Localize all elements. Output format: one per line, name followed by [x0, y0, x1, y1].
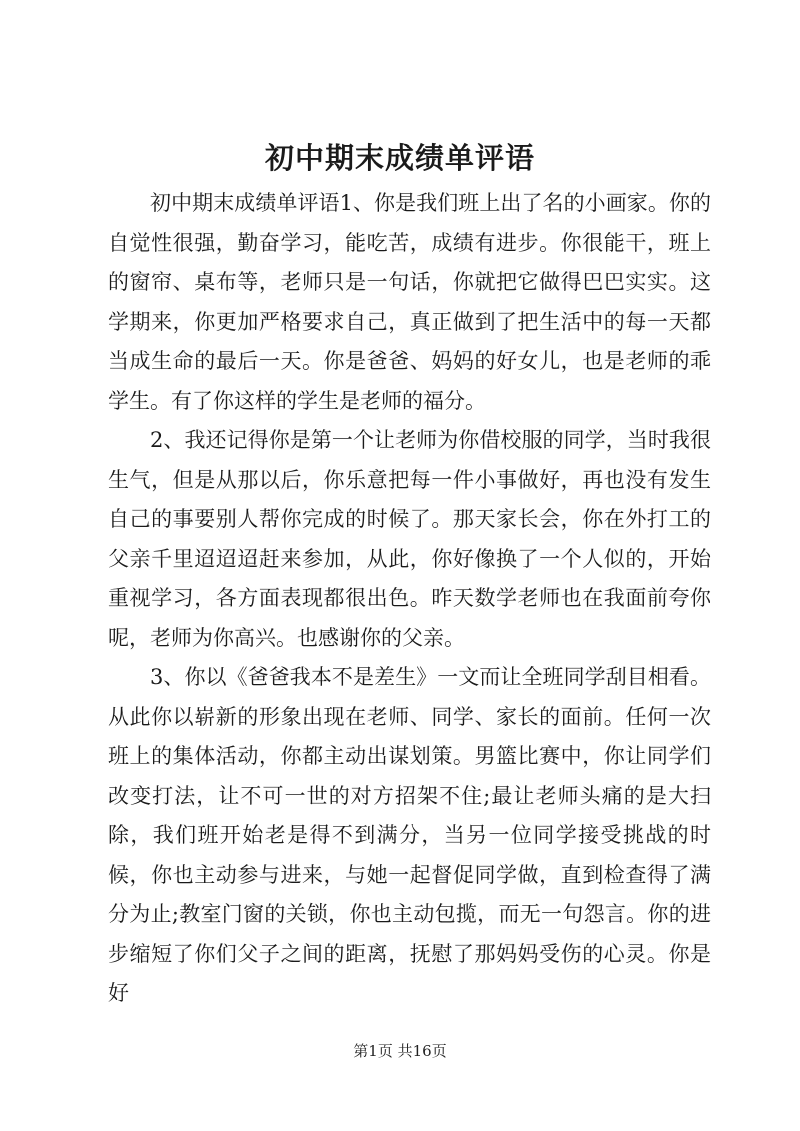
paragraph-2: 2、我还记得你是第一个让老师为你借校服的同学，当时我很生气，但是从那以后，你乐意把每一件小事做好，再也没有发生自己的事要别人帮你完成的时候了。那天家长会，你在外打工的父亲千里迢迢迢赶来参加，从此，你好像换了一个人似的，开始重视学习，各方面表现都很出色。昨天数学老师也在我面前夸你呢，老师为你高兴。也感谢你的父亲。 — [108, 428, 711, 650]
page-footer: 第1页 共16页 — [353, 1042, 447, 1060]
document-body — [108, 184, 711, 1014]
paragraph-1: 初中期末成绩单评语1、你是我们班上出了名的小画家。你的自觉性很强，勤奋学习，能吃苦，成绩有进步。你很能干，班上的窗帘、桌布等，老师只是一句话，你就把它做得巴巴实实。这学期来，你更加严格要求自己，真正做到了把生活中的每一天都当成生命的最后一天。你是爸爸、妈妈的好女儿，也是老师的乖学生。有了你这样的学生是老师的福分。 — [108, 191, 711, 413]
paragraph-3: 3、你以《爸爸我本不是差生》一文而让全班同学刮目相看。从此你以崭新的形象出现在老师、同学、家长的面前。任何一次班上的集体活动，你都主动出谋划策。男篮比赛中，你让同学们改变打法，让不可一世的对方招架不住;最让老师头痛的是大扫除，我们班开始老是得不到满分，当另一位同学接受挑战的时候，你也主动参与进来，与她一起督促同学做，直到检查得了满分为止;教室门窗的关锁，你也主动包揽，而无一句怨言。你的进步缩短了你们父子之间的距离，抚慰了那妈妈受伤的心灵。你是好 — [108, 665, 711, 1005]
document-title: 初中期末成绩单评语 — [264, 141, 535, 175]
